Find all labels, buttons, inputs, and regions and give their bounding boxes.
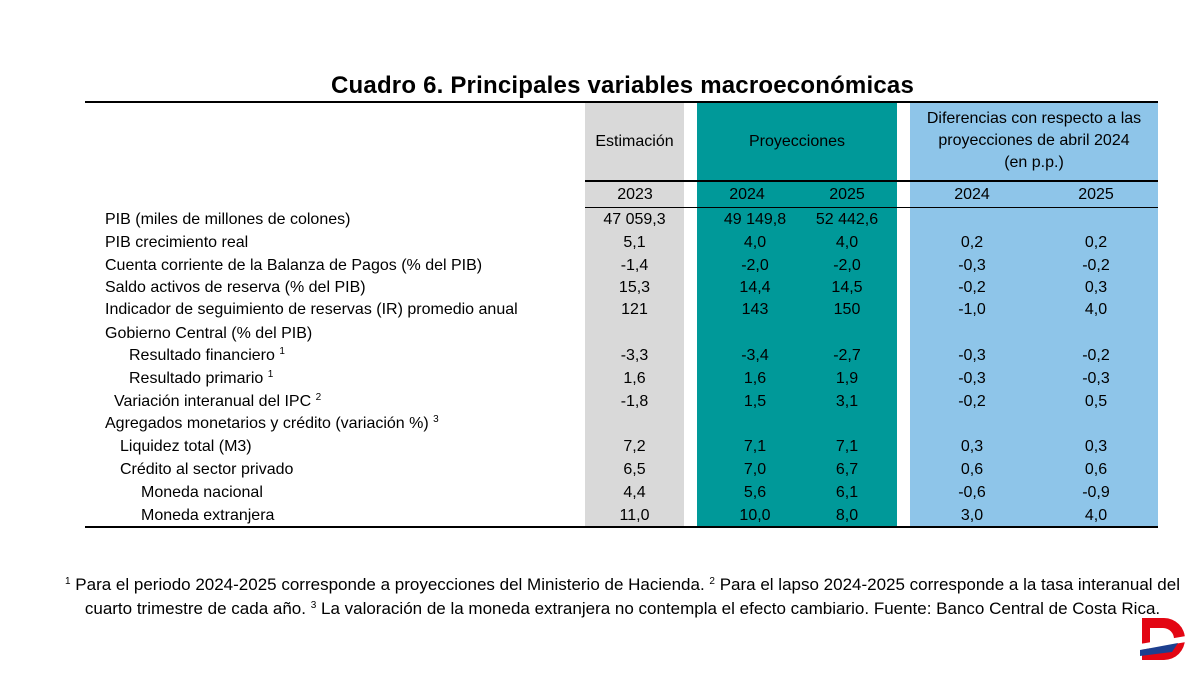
table-row	[0, 370, 1200, 392]
cell-p1: 49 149,8	[723, 211, 787, 228]
cell-d2: 0,5	[1084, 393, 1108, 410]
cell-p2: -2,0	[833, 257, 861, 274]
row-label	[105, 325, 312, 343]
table-row	[0, 257, 1200, 279]
cell-p1: 143	[741, 301, 769, 318]
row-label-text: Resultado primario	[129, 370, 264, 387]
table-row	[0, 301, 1200, 323]
table-row	[0, 507, 1200, 529]
row-label-text: Moneda extranjera	[141, 507, 275, 524]
row-label	[105, 234, 248, 252]
footnote-text: La valoración de la moneda extranjera no contempla el efecto cambiario. Fuente: Banco Central de Costa Rica.	[316, 599, 1161, 618]
row-label-text: Moneda nacional	[141, 484, 263, 501]
cell-p1: 4,0	[743, 234, 767, 251]
row-label	[129, 347, 285, 365]
brand-logo	[1138, 614, 1188, 664]
cell-est: 1,6	[623, 370, 646, 387]
footnote	[60, 573, 1185, 621]
cell-p2: 7,1	[835, 438, 859, 455]
row-footnote-ref: 3	[433, 414, 439, 425]
cell-p1: 5,6	[743, 484, 767, 501]
cell-d1: -0,6	[958, 484, 986, 501]
cell-d1: 3,0	[960, 507, 984, 524]
year-est: 2023	[617, 186, 653, 203]
row-label-text: Liquidez total (M3)	[120, 438, 252, 455]
row-label-text: Cuenta corriente de la Balanza de Pagos (% del PIB)	[105, 257, 483, 274]
cell-est: 47 059,3	[603, 211, 666, 228]
cell-d1: -0,3	[958, 370, 986, 387]
row-label	[120, 461, 293, 479]
cell-p2: 14,5	[831, 279, 863, 296]
footnote-sup: 3	[310, 600, 317, 611]
cell-p1: 7,0	[743, 461, 767, 478]
row-label-text: Indicador de seguimiento de reservas (IR) promedio anual	[105, 301, 518, 318]
cell-p1: 10,0	[739, 507, 771, 524]
year-diff-2024: 2024	[954, 186, 990, 203]
table-row	[0, 438, 1200, 460]
cell-p2: 4,0	[835, 234, 859, 251]
cell-p2: 52 442,6	[815, 211, 879, 228]
header-diferencias	[910, 108, 1158, 174]
cell-p1: 14,4	[739, 279, 771, 296]
cell-d2: 0,6	[1084, 461, 1108, 478]
row-label	[105, 301, 518, 319]
cell-d1: 0,6	[960, 461, 984, 478]
cell-d2: 0,3	[1084, 279, 1108, 296]
top-rule	[85, 101, 1158, 103]
table-row	[0, 461, 1200, 483]
cell-d2: 0,2	[1084, 234, 1108, 251]
table-title: Cuadro 6. Principales variables macroeconómicas	[331, 72, 914, 99]
cell-p2: 8,0	[835, 507, 859, 524]
row-label	[120, 438, 252, 456]
cell-est: 6,5	[623, 461, 646, 478]
header-proyecciones: Proyecciones	[748, 133, 846, 150]
cell-est: 4,4	[623, 484, 646, 501]
table-row	[0, 484, 1200, 506]
row-label-text: Gobierno Central (% del PIB)	[105, 325, 313, 342]
cell-d1: -0,2	[958, 393, 986, 410]
cell-est: 15,3	[618, 279, 651, 296]
table-row	[0, 279, 1200, 301]
row-label	[105, 415, 439, 433]
cell-p2: 150	[833, 301, 861, 318]
cell-p2: 1,9	[835, 370, 859, 387]
table-row	[0, 393, 1200, 415]
row-label-text: Agregados monetarios y crédito (variación %)	[105, 415, 429, 432]
row-label-text: Saldo activos de reserva (% del PIB)	[105, 279, 366, 296]
cell-p2: -2,7	[833, 347, 861, 364]
cell-p1: 7,1	[743, 438, 767, 455]
row-label	[105, 211, 350, 229]
row-label-text: PIB crecimiento real	[105, 234, 249, 251]
year-proj-2025: 2025	[829, 186, 865, 203]
cell-est: -1,8	[620, 393, 649, 410]
cell-d2: 4,0	[1084, 301, 1108, 318]
cell-est: 11,0	[619, 507, 650, 524]
cell-d1: -0,3	[958, 257, 986, 274]
row-label-text: PIB (miles de millones de colones)	[105, 211, 351, 228]
cell-p2: 6,1	[835, 484, 859, 501]
table-row	[0, 325, 1200, 347]
cell-est: -3,3	[620, 347, 649, 364]
row-label-text: Variación interanual del IPC	[114, 393, 312, 410]
header-diferencias-line: (en p.p.)	[1004, 154, 1064, 171]
cell-d2: -0,2	[1082, 257, 1110, 274]
cell-d2: -0,2	[1082, 347, 1110, 364]
year-proj-2024: 2024	[729, 186, 765, 203]
cell-p1: -3,4	[741, 347, 769, 364]
row-label	[141, 507, 274, 525]
table-row	[0, 415, 1200, 437]
header-diferencias-line: Diferencias con respecto a las	[926, 110, 1142, 127]
cell-est: -1,4	[620, 257, 649, 274]
cell-d2: 0,3	[1084, 438, 1108, 455]
footnote-text: Para el lapso 2024-2025 corresponde a la tasa interanual del cuarto trimestre de cada año.	[84, 575, 1180, 618]
cell-est: 121	[621, 301, 648, 318]
row-label-text: Resultado financiero	[129, 347, 275, 364]
footnote-text: Para el periodo 2024-2025 corresponde a proyecciones del Ministerio de Hacienda.	[70, 575, 710, 594]
cell-p2: 3,1	[835, 393, 859, 410]
cell-d1: -0,3	[958, 347, 986, 364]
row-label	[114, 393, 321, 411]
row-footnote-ref: 2	[315, 392, 322, 403]
year-diff-2025: 2025	[1078, 186, 1114, 203]
cell-d2: -0,9	[1082, 484, 1110, 501]
row-label	[105, 279, 366, 297]
year-bottom-rule	[585, 207, 1158, 208]
cell-est: 5,1	[623, 234, 646, 251]
table-row	[0, 211, 1200, 233]
row-label	[129, 370, 273, 388]
row-label	[141, 484, 263, 502]
footnote-sup: 2	[709, 576, 715, 587]
row-footnote-ref: 1	[279, 346, 285, 357]
cell-p1: 1,6	[743, 370, 767, 387]
cell-d2: -0,3	[1082, 370, 1110, 387]
footnote-sup: 1	[65, 576, 71, 587]
cell-d2: 4,0	[1084, 507, 1108, 524]
cell-d1: -1,0	[958, 301, 986, 318]
table-row	[0, 234, 1200, 256]
cell-d1: 0,2	[960, 234, 984, 251]
cell-d1: 0,3	[960, 438, 984, 455]
row-footnote-ref: 1	[267, 369, 274, 380]
table-row	[0, 347, 1200, 369]
cell-d1: -0,2	[958, 279, 986, 296]
cell-p1: 1,5	[743, 393, 767, 410]
header-diferencias-line: proyecciones de abril 2024	[938, 132, 1130, 149]
row-label	[105, 257, 482, 275]
cell-p1: -2,0	[741, 257, 769, 274]
row-label-text: Crédito al sector privado	[120, 461, 294, 478]
cell-p2: 6,7	[835, 461, 859, 478]
year-rule	[585, 180, 1158, 182]
cell-est: 7,2	[623, 438, 646, 455]
header-estimacion: Estimación	[595, 133, 674, 150]
